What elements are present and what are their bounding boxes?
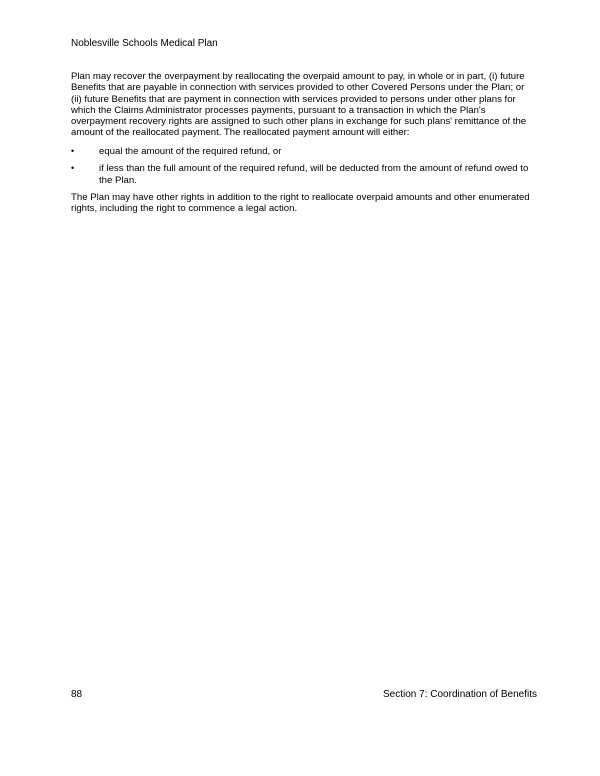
bullet-list — [71, 146, 531, 192]
bullet-item — [71, 146, 531, 157]
bullet-text: equal the amount of the required refund, or — [99, 146, 282, 157]
bullet-item — [71, 163, 531, 186]
bullet-marker: • — [71, 163, 75, 174]
paragraph-other-rights: The Plan may have other rights in addition to the right to reallocate overpaid amounts and other enumerated rights, including the right to commence a legal action. — [71, 192, 530, 215]
section-title: Section 7: Coordination of Benefits — [383, 689, 537, 700]
document-header: Noblesville Schools Medical Plan — [71, 38, 218, 49]
paragraph-overpayment-recovery: Plan may recover the overpayment by reallocating the overpaid amount to pay, in whole or in part, (i) future Benefits that are payable in connection with services provided to other Covered Persons under the Plan; or (ii) future Benefits that are payment in connection with services provided to persons under other plans for which the Claims Administrator processes payments, pursuant to a transaction in which the Plan's overpayment recovery rights are assigned to such other plans in exchange for such plans' remittance of the amount of the reallocated payment. The reallocated payment amount will either: — [71, 71, 527, 139]
bullet-text: if less than the full amount of the required refund, will be deducted from the amount of refund owed to the Plan. — [99, 163, 529, 186]
page-number: 88 — [71, 689, 83, 700]
bullet-marker: • — [71, 146, 75, 156]
